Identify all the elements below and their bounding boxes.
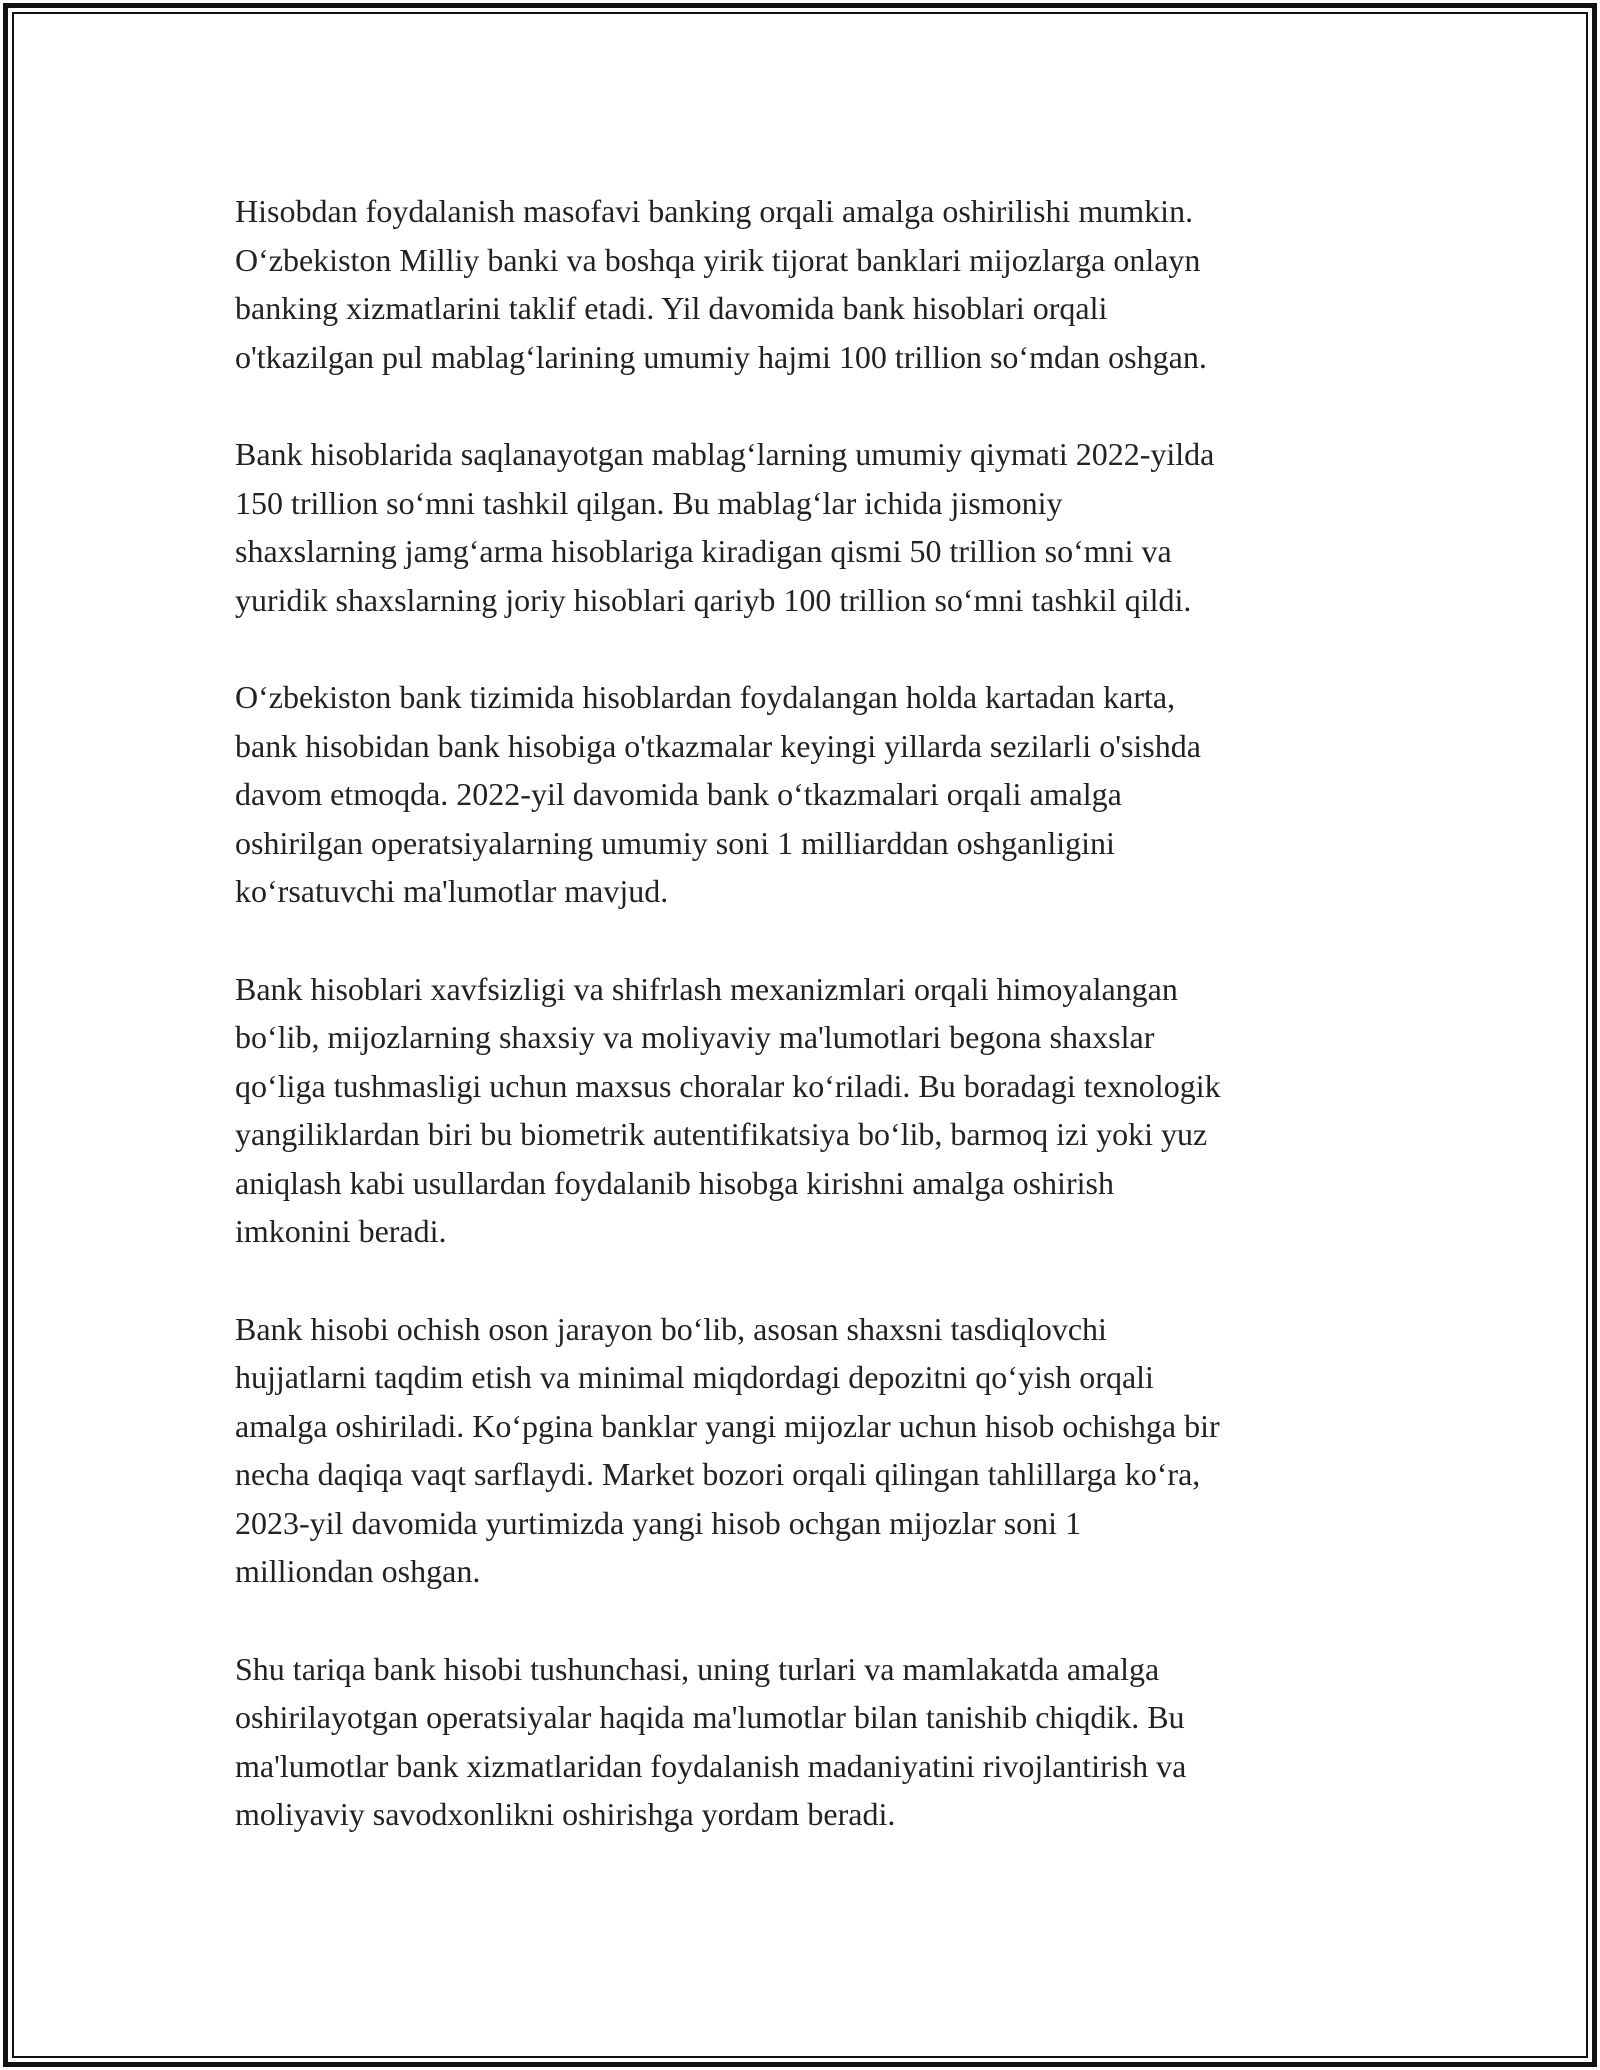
text-line: necha daqiqa vaqt sarflaydi. Market bozori orqali qilingan tahlillarga ko‘ra, bbox=[235, 1456, 1201, 1492]
paragraph-transfers bbox=[235, 673, 1385, 916]
text-line: qo‘liga tushmasligi uchun maxsus choralar ko‘riladi. Bu boradagi texnologik bbox=[235, 1067, 1221, 1104]
text-line: milliondan oshgan. bbox=[235, 1553, 481, 1589]
text-line: Hisobdan foydalanish masofavi banking orqali amalga oshirilishi mumkin. bbox=[235, 193, 1194, 229]
paragraph-online-banking bbox=[235, 187, 1385, 381]
text-line: Bank hisobi ochish oson jarayon bo‘lib, asosan shaxsni tasdiqlovchi bbox=[235, 1310, 1107, 1347]
text-line: moliyaviy savodxonlikni oshirishga yordam beradi. bbox=[235, 1796, 896, 1832]
paragraph-deposits-value bbox=[235, 430, 1385, 624]
text-line: ma'lumotlar bank xizmatlaridan foydalanish madaniyatini rivojlantirish va bbox=[235, 1747, 1187, 1784]
text-line: O‘zbekiston Milliy banki va boshqa yirik tijorat banklari mijozlarga onlayn bbox=[235, 241, 1201, 278]
text-line: Bank hisoblarida saqlanayotgan mablag‘larning umumiy qiymati 2022-yilda bbox=[235, 436, 1215, 472]
text-line: oshirilgan operatsiyalarning umumiy soni 1 milliarddan oshganligini bbox=[235, 824, 1115, 861]
text-line: ko‘rsatuvchi ma'lumotlar mavjud. bbox=[235, 873, 669, 909]
paragraph-conclusion bbox=[235, 1645, 1385, 1839]
text-line: hujjatlarni taqdim etish va minimal miqdordagi depozitni qo‘yish orqali bbox=[235, 1359, 1154, 1395]
text-line: yangiliklardan biri bu biometrik autentifikatsiya bo‘lib, barmoq izi yoki yuz bbox=[235, 1116, 1208, 1152]
paragraph-account-opening bbox=[235, 1305, 1385, 1596]
text-line: yuridik shaxslarning joriy hisoblari qariyb 100 trillion so‘mni tashkil qildi. bbox=[235, 581, 1192, 618]
text-line: oshirilayotgan operatsiyalar haqida ma'lumotlar bilan tanishib chiqdik. Bu bbox=[235, 1699, 1185, 1735]
text-line: o'tkazilgan pul mablag‘larining umumiy hajmi 100 trillion so‘mdan oshgan. bbox=[235, 338, 1207, 375]
text-line: 2023-yil davomida yurtimizda yangi hisob ochgan mijozlar soni 1 bbox=[235, 1504, 1082, 1541]
paragraph-security bbox=[235, 965, 1385, 1256]
text-line: bank hisobidan bank hisobiga o'tkazmalar keyingi yillarda sezilarli o'sishda bbox=[235, 727, 1201, 764]
text-line: 150 trillion so‘mni tashkil qilgan. Bu mablag‘lar ichida jismoniy bbox=[235, 484, 1063, 521]
text-line: imkonini beradi. bbox=[235, 1213, 447, 1249]
text-line: banking xizmatlarini taklif etadi. Yil davomida bank hisoblari orqali bbox=[235, 290, 1108, 326]
document-body bbox=[235, 187, 1385, 1888]
text-line: aniqlash kabi usullardan foydalanib hisobga kirishni amalga oshirish bbox=[235, 1164, 1114, 1201]
text-line: O‘zbekiston bank tizimida hisoblardan foydalangan holda kartadan karta, bbox=[235, 679, 1176, 715]
text-line: bo‘lib, mijozlarning shaxsiy va moliyaviy ma'lumotlari begona shaxslar bbox=[235, 1019, 1155, 1055]
text-line: amalga oshiriladi. Ko‘pgina banklar yangi mijozlar uchun hisob ochishga bir bbox=[235, 1407, 1220, 1444]
text-line: Bank hisoblari xavfsizligi va shifrlash mexanizmlari orqali himoyalangan bbox=[235, 970, 1178, 1007]
text-line: shaxslarning jamg‘arma hisoblariga kiradigan qismi 50 trillion so‘mni va bbox=[235, 533, 1172, 569]
text-line: davom etmoqda. 2022-yil davomida bank o‘tkazmalari orqali amalga bbox=[235, 776, 1122, 812]
text-line: Shu tariqa bank hisobi tushunchasi, uning turlari va mamlakatda amalga bbox=[235, 1650, 1160, 1687]
